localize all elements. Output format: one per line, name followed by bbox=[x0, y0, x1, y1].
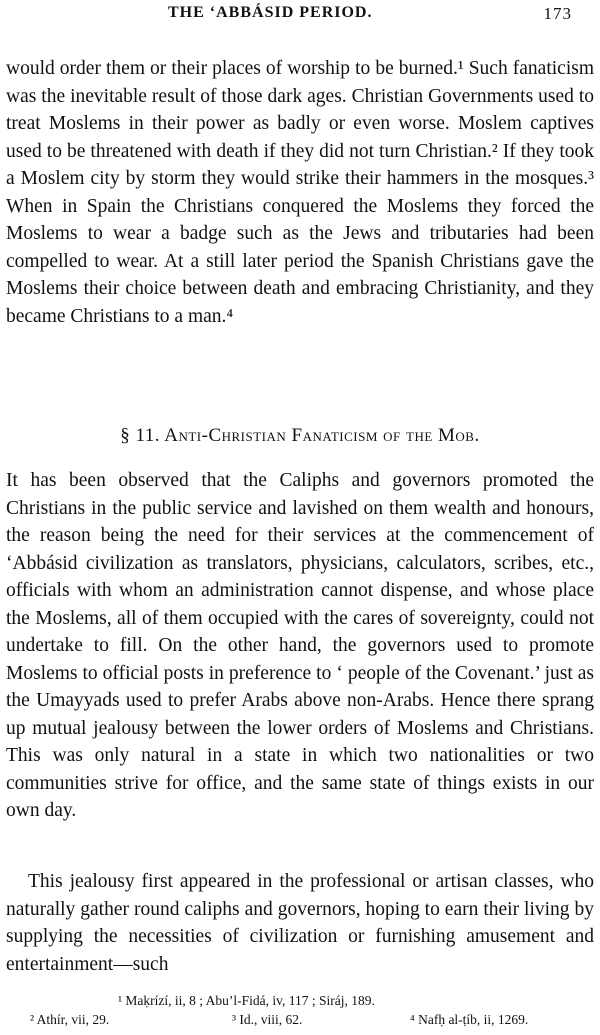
footnote-1: ¹ Maḳrízí, ii, 8 ; Abu’l-Fidá, iv, 117 ; Siráj, 189. bbox=[118, 993, 375, 1008]
paragraph-2: It has been observed that the Caliphs and governors promoted the Christians in the public service and lavished on them wealth and honours, the reason being the need for their services at the commencement of ‘Abbásid civilization as translators, physicians, calculators, scribes, etc., officials with whom an administration cannot dispense, and whose place the Moslems, all of them occupied with the cares of sovereignty, could not undertake to fill. On the other hand, the governors used to promote Moslems to official posts in preference to ‘ people of the Covenant.’ just as the Umayyads used to prefer Arabs above non-Arabs. Hence there sprang up mutual jealousy between the lower orders of Moslems and Christians. This was only natural in a state in which two nationalities or two communities strive for office, and the same state of things exists in our own day. bbox=[6, 470, 594, 821]
paragraph-1: would order them or their places of worship to be burned.¹ Such fanaticism was the inevitable result of those dark ages. Christian Governments used to treat Moslems in their power as badly or even worse. Moslem captives used to be threatened with death if they did not turn Christian.² If they took a Moslem city by storm they would strike their hammers in the mosques.³ When in Spain the Christians conquered the Moslems they forced the Moslems to wear a badge such as the Jews and tributaries had been compelled to wear. At a still later period the Spanish Christians gave the Moslems their choice between death and embracing Christianity, and they became Christians to a man.⁴ bbox=[6, 58, 594, 327]
footnote-3: ³ Id., viii, 62. bbox=[232, 1012, 303, 1027]
footnote-4: ⁴ Nafḥ al-ṭíb, ii, 1269. bbox=[410, 1012, 529, 1027]
section-heading: § 11. Anti-Christian Fanaticism of the Mob. bbox=[120, 425, 480, 446]
running-title: THE ‘ABBÁSID PERIOD. bbox=[168, 4, 373, 21]
running-header bbox=[0, 4, 600, 26]
footnote-2: ² Athír, vii, 29. bbox=[30, 1012, 110, 1027]
page-number: 173 bbox=[543, 4, 572, 23]
paragraph-3: This jealousy first appeared in the professional or artisan classes, who naturally gather round caliphs and governors, hoping to earn their living by supplying the necessities of civilization or furnishing amusement and entertainment—such bbox=[6, 871, 594, 975]
